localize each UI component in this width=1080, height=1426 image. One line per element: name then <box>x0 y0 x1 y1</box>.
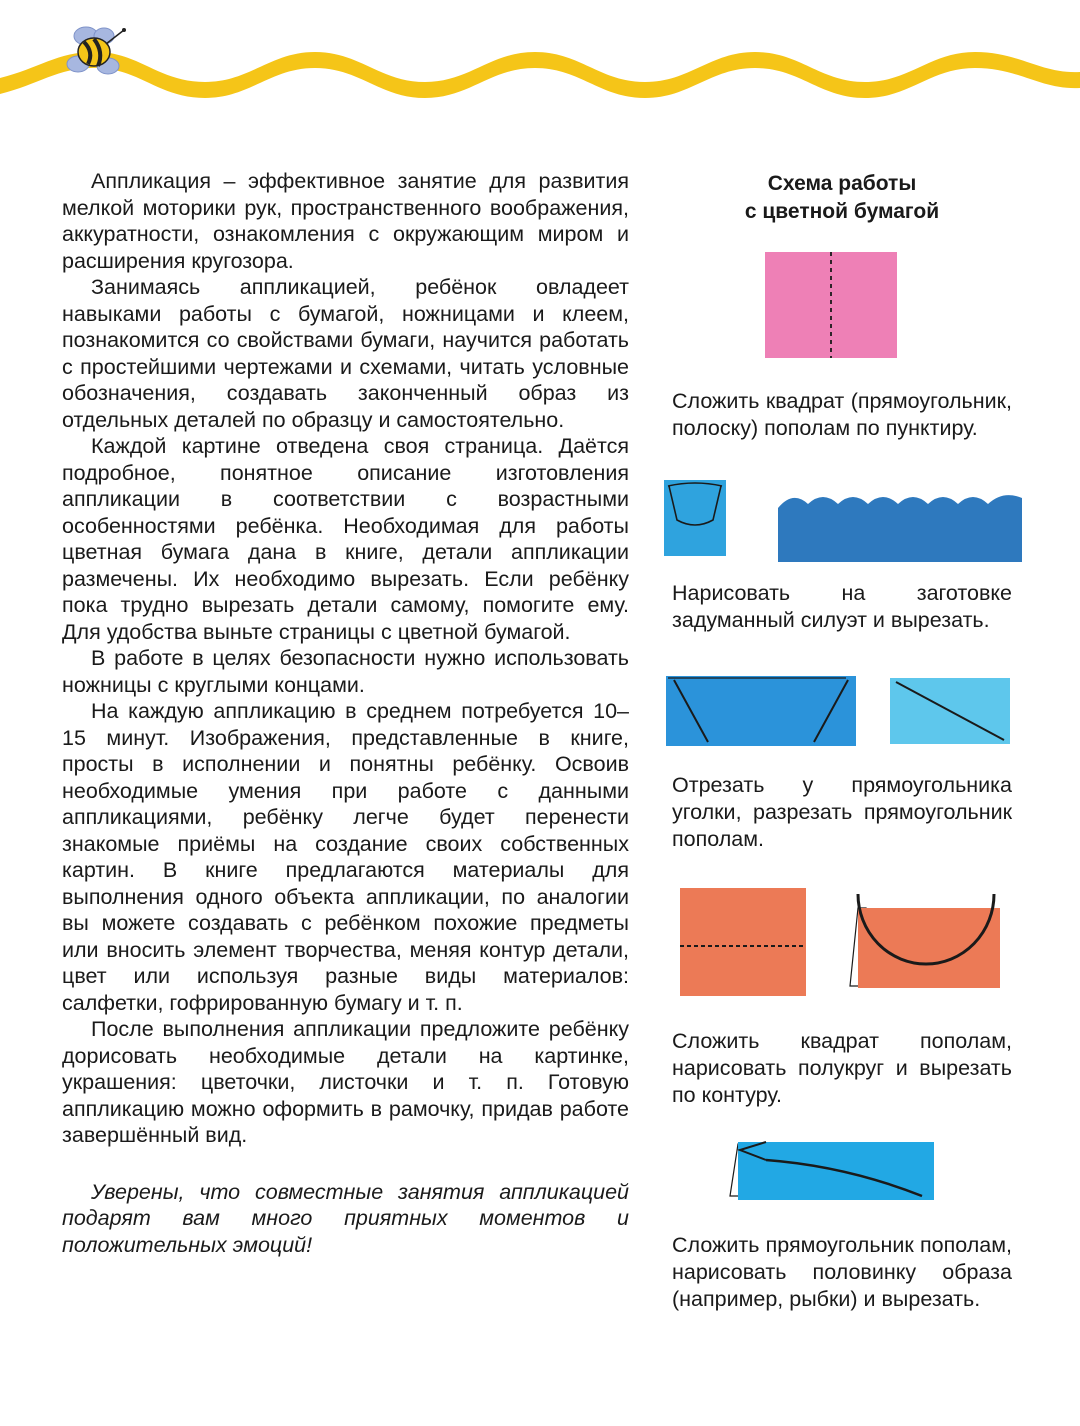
semicircle-figure <box>844 892 1000 992</box>
header-wave-decoration <box>0 0 1080 120</box>
orange-half <box>858 908 1000 988</box>
blue-wave-strip <box>778 495 1022 562</box>
wave-band <box>0 52 1080 98</box>
step-5-caption: Сложить прямоугольник пополам, нарисовать половинку образа (например, рыбки) и вырезать. <box>672 1233 1012 1311</box>
step-4-caption: Сложить квадрат пополам, нарисовать полукруг и вырезать по контуру. <box>672 1029 1012 1107</box>
wave-strip-figure <box>778 490 1022 562</box>
step-1-caption: Сложить квадрат (прямоугольник, полоску) пополам по пунктиру. <box>672 389 1012 440</box>
cup-silhouette-figure <box>664 480 726 556</box>
paragraph-4: В работе в целях безопасности нужно использовать ножницы с круглыми концами. <box>62 646 629 697</box>
paragraph-2: Занимаясь аппликацией, ребёнок овладеет навыками работы с бумагой, ножницами и клеем, познакомится со свойствами бумаги, научится работать с простейшими чертежами и схемами, читать условные обозначения, создавать законченный образ из отдельных деталей по образцу и самостоятельно. <box>62 275 629 432</box>
step-2-caption: Нарисовать на заготовке задуманный силуэт и вырезать. <box>672 581 1012 632</box>
scheme-title <box>672 170 1012 226</box>
cut-corners-figure <box>666 676 856 746</box>
bee-icon <box>58 22 130 82</box>
blue-rectangle <box>666 676 856 746</box>
fold-square-orange-figure <box>680 888 806 996</box>
paragraph-6: После выполнения аппликации предложите ребёнку дорисовать необходимые детали на картинке, украшения: цветочки, листочки и т. п. Готовую аппликацию можно оформить в рамочку, придав работе завершённый вид. <box>62 1017 629 1147</box>
cut-diagonal-figure <box>890 678 1010 744</box>
closing-paragraph: Уверены, что совместные занятия аппликацией подарят вам много приятных моментов и положительных эмоций! <box>62 1179 629 1257</box>
orange-square <box>680 888 806 996</box>
paragraph-1: Аппликация – эффективное занятие для развития мелкой моторики рук, пространственного воображения, аккуратности, ознакомления с окружающим миром и расширения кругозора. <box>62 169 629 273</box>
fold-square-figure <box>765 252 897 358</box>
intro-text-column <box>62 168 629 1258</box>
scheme-title-line-1: Схема работы <box>767 172 917 195</box>
step-3-caption: Отрезать у прямоугольника уголки, разрезать прямоугольник пополам. <box>672 773 1012 851</box>
fish-half-figure <box>726 1138 934 1200</box>
blue-blank <box>664 480 726 556</box>
paragraph-3: Каждой картине отведена своя страница. Даётся подробное, понятное описание изготовления аппликации в соответствии с возрастными особенностями ребёнка. Необходимая для работы цветная бумага дана в книге, детали аппликации размечены. Их необходимо вырезать. Если ребёнку пока трудно вырезать детали самому, помогите ему. Для удобства выньте страницы с цветной бумагой. <box>62 434 629 644</box>
paragraph-5: На каждую аппликацию в среднем потребуется 10–15 минут. Изображения, представленные в книге, просты в исполнении и понятны ребёнку. Освоив необходимые умения при работе с данными аппликациями, ребёнку легче будет перенести знакомые приёмы на создание своих собственных картин. В книге предлагаются материалы для выполнения одного объекта аппликации, по аналогии вы можете создавать с ребёнком похожие предметы или вносить элемент творчества, меняя контур детали, цвет или используя разные виды материалов: салфетки, гофрированную бумагу и т. п. <box>62 699 629 1015</box>
scheme-title-line-2: с цветной бумагой <box>744 200 940 223</box>
